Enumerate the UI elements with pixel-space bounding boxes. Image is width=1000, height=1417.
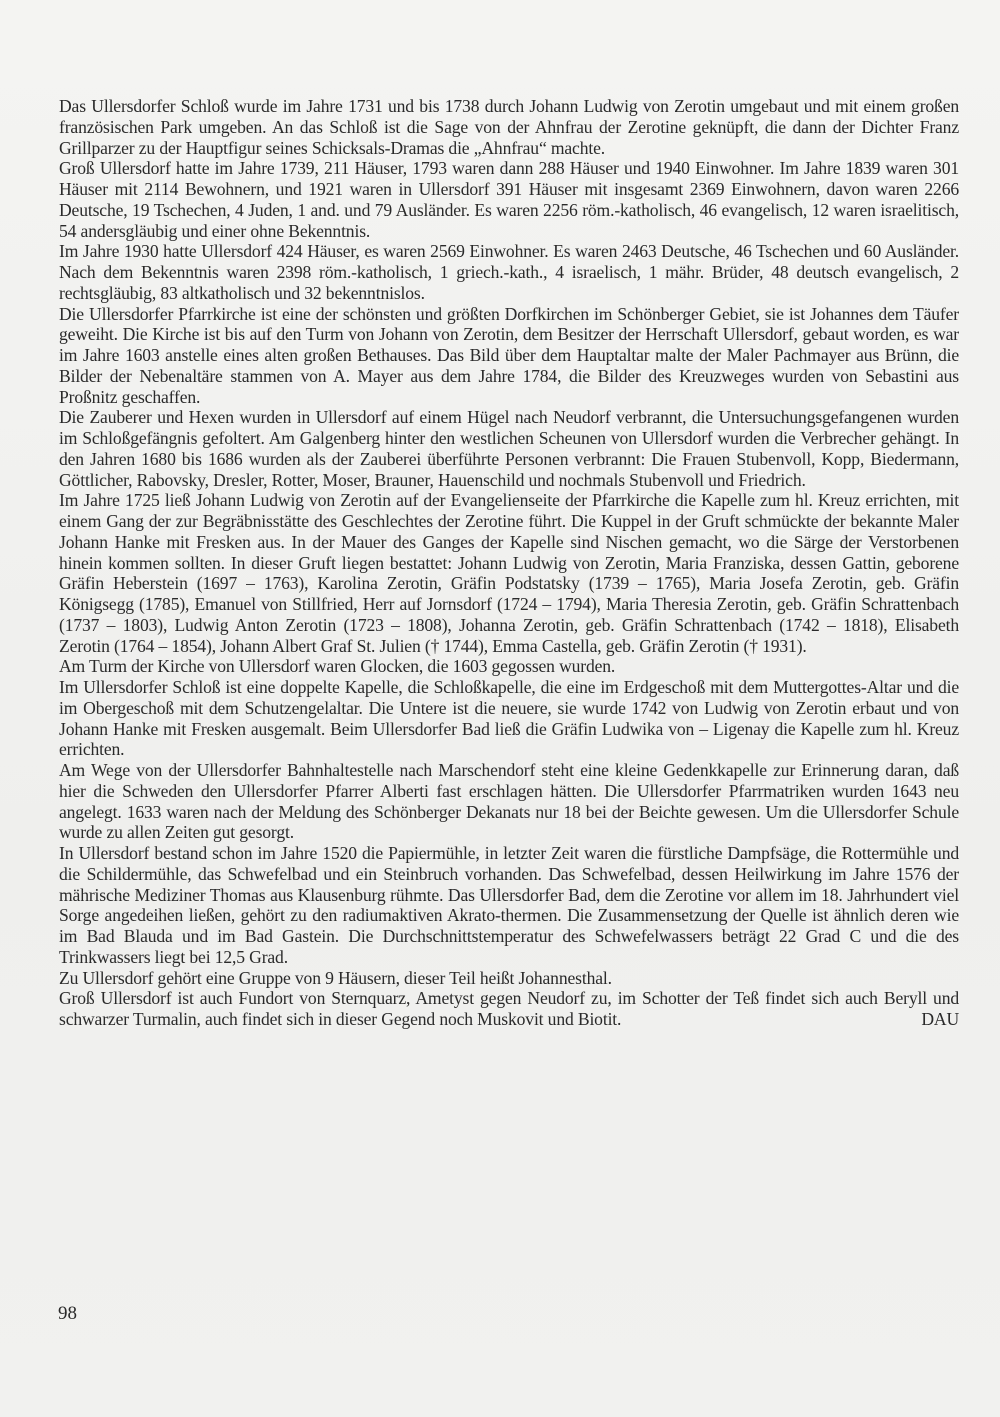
paragraph-minerals-text: Groß Ullersdorf ist auch Fundort von Sternquarz, Ametyst gegen Neudorf zu, im Schotter der Teß findet sich auch Beryll und schwarzer Turmalin, auch findet sich in dieser Gegend noch Muskovit und Biotit.: [59, 988, 959, 1029]
paragraph-castle: Das Ullersdorfer Schloß wurde im Jahre 1731 und bis 1738 durch Johann Ludwig von Zerotin umgebaut und mit einem großen französischen Park umgeben. An das Schloß ist die Sage von der Ahnfrau der Zerotine geknüpft, die dann der Dichter Franz Grillparzer zu der Hauptfigur seines Schicksals-Dramas die „Ahnfrau“ machte.: [59, 96, 959, 158]
paragraph-chapel-crypt: Im Jahre 1725 ließ Johann Ludwig von Zerotin auf der Evangelienseite der Pfarrkirche die Kapelle zum hl. Kreuz errichten, mit einem Gang der zur Begräbnisstätte des Geschlechtes der Zerotine führt. Die Kuppel in der Gruft schmückte der bekannte Maler Johann Hanke mit Fresken aus. In der Mauer des Ganges der Kapelle sind Nischen gemacht, wo die Särge der Verstorbenen hinein kommen sollten. In dieser Gruft liegen bestattet: Johann Ludwig von Zerotin, Maria Franziska, dessen Gattin, geborene Gräfin Heberstein (1697 – 1763), Karolina Zerotin, Gräfin Podstatsky (1739 – 1765), Maria Josefa Zerotin, geb. Gräfin Königsegg (1785), Emanuel von Stillfried, Herr auf Jornsdorf (1724 – 1794), Maria Theresia Zerotin, geb. Gräfin Schrattenbach (1737 – 1803), Ludwig Anton Zerotin (1723 – 1808), Johanna Zerotin, geb. Gräfin Schrattenbach (1742 – 1818), Elisabeth Zerotin (1764 – 1854), Johann Albert Graf St. Julien († 1744), Emma Castella, geb. Gräfin Zerotin († 1931).: [59, 490, 959, 656]
paragraph-parish-church: Die Ullersdorfer Pfarrkirche ist eine der schönsten und größten Dorfkirchen im Schönberger Gebiet, sie ist Johannes dem Täufer geweiht. Die Kirche ist bis auf den Turm von Johann von Zerotin, dem Besitzer der Herrschaft Ullersdorf, gebaut worden, es war im Jahre 1603 anstelle eines alten großen Bethauses. Das Bild über dem Hauptaltar malte der Maler Pachmayer aus Brünn, die Bilder der Nebenaltäre stammen von A. Mayer aus dem Jahre 1784, die Bilder des Kreuzweges wurden von Sebastini aus Proßnitz geschaffen.: [59, 303, 959, 407]
paragraph-johannesthal: Zu Ullersdorf gehört eine Gruppe von 9 Häusern, dieser Teil heißt Johannesthal.: [59, 967, 612, 988]
paragraph-bells: Am Turm der Kirche von Ullersdorf waren Glocken, die 1603 gegossen wurden.: [59, 656, 616, 677]
article-body: [59, 96, 959, 1030]
paragraph-memorial-chapel: Am Wege von der Ullersdorfer Bahnhaltestelle nach Marschendorf steht eine kleine Gedenkkapelle zur Erinnerung daran, daß hier die Schweden den Ullersdorfer Pfarrer Alberti fast erschlagen hätten. Die Ullersdorfer Pfarrmatriken wurden 1643 neu angelegt. 1633 waren nach der Meldung des Schönberger Dekanats nur 18 bei der Beichte gewesen. Um die Ullersdorfer Schule wurde zu allen Zeiten gut gesorgt.: [59, 760, 959, 843]
paragraph-minerals: [59, 988, 959, 1030]
paragraph-castle-chapel: Im Ullersdorfer Schloß ist eine doppelte Kapelle, die Schloßkapelle, die eine im Erdgeschoß mit dem Muttergottes-Altar und die im Obergeschoß mit dem Schutzengelaltar. Die Untere ist die neuere, sie wurde 1742 von Ludwig von Zerotin erbaut und von Johann Hanke mit Fresken ausgemalt. Beim Ullersdorfer Bad ließ die Gräfin Ludwika von – Ligenay die Kapelle zum hl. Kreuz errichten.: [59, 677, 959, 760]
paragraph-population-1739: Groß Ullersdorf hatte im Jahre 1739, 211 Häuser, 1793 waren dann 288 Häuser und 1940 Einwohner. Im Jahre 1839 waren 301 Häuser mit 2114 Bewohnern, und 1921 waren in Ullersdorf 391 Häuser mit insgesamt 2369 Einwohnern, davon waren 2266 Deutsche, 19 Tschechen, 4 Juden, 1 and. und 79 Ausländer. Es waren 2256 röm.-katholisch, 46 evangelisch, 12 waren israelitisch, 54 andersgläubig und einer ohne Bekenntnis.: [59, 158, 959, 241]
paragraph-population-1930: Im Jahre 1930 hatte Ullersdorf 424 Häuser, es waren 2569 Einwohner. Es waren 2463 Deutsche, 46 Tschechen und 60 Ausländer. Nach dem Bekenntnis waren 2398 röm.-katholisch, 1 griech.-kath., 4 israelisch, 1 mähr. Brüder, 48 deutsch evangelisch, 2 rechtsgläubig, 83 altkatholisch und 32 bekenntnislos.: [59, 241, 959, 303]
paragraph-industry-spa: In Ullersdorf bestand schon im Jahre 1520 die Papiermühle, in letzter Zeit waren die fürstliche Dampfsäge, die Rottermühle und die Schildermühle, das Schwefelbad und ein Steinbruch vorhanden. Das Schwefelbad, dessen Heilwirkung im Jahre 1576 der mährische Mediziner Thomas aus Klausenburg rühmte. Das Ullersdorfer Bad, dem die Zerotine vor allem im 18. Jahrhundert viel Sorge angedeihen ließen, gehört zu den radiumaktiven Akrato-thermen. Die Zusammensetzung der Quelle ist ähnlich deren wie im Bad Blauda und im Bad Gastein. Die Durchschnittstemperatur des Schwefelwassers beträgt 22 Grad C und die des Trinkwassers liegt bei 12,5 Grad.: [59, 843, 959, 967]
page-number: 98: [58, 1303, 77, 1324]
author-signature: DAU: [921, 1009, 959, 1029]
paragraph-witch-trials: Die Zauberer und Hexen wurden in Ullersdorf auf einem Hügel nach Neudorf verbrannt, die Untersuchungsgefangenen wurden im Schloßgefängnis gefoltert. Am Galgenberg hinter den westlichen Scheunen von Ullersdorf wurden die Verbrecher gehängt. In den Jahren 1680 bis 1686 wurden als der Zauberei überführte Personen verbrannt: Die Frauen Stubenvoll, Kopp, Biedermann, Göttlicher, Rabovsky, Dresler, Rotter, Moser, Brauner, Hauenschild und nochmals Stubenvoll und Friedrich.: [59, 407, 959, 490]
